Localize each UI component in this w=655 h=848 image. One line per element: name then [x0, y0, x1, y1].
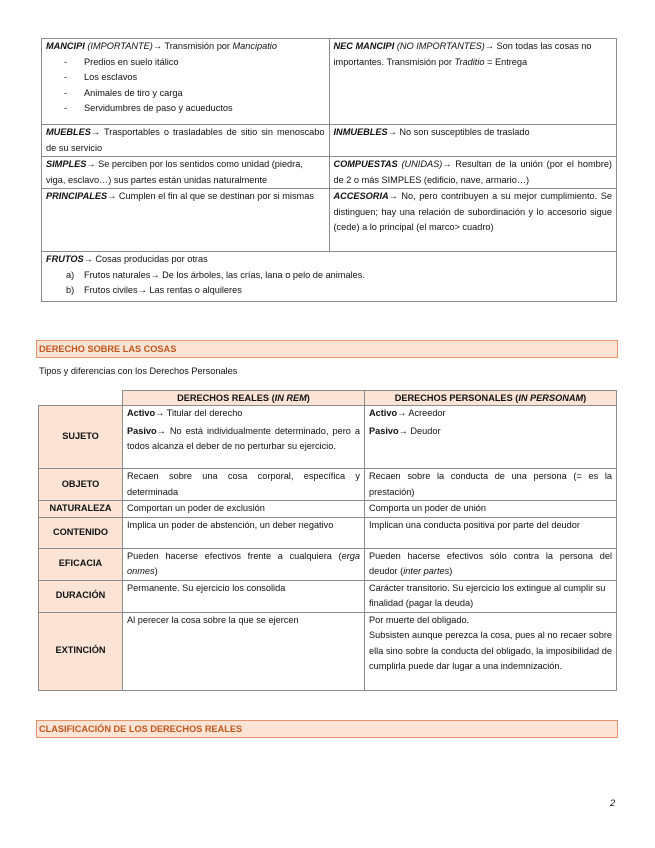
table-row — [39, 406, 617, 469]
accesoria-text: No, pero contribuyen a su mejor cumplimiento. Se distinguen; hay una relación de subordinación y lo accesorio sigue (cede) a lo principal (el marco> cuadro) — [333, 191, 612, 232]
list-item — [46, 283, 612, 299]
simples-term: SIMPLES — [46, 159, 87, 169]
header-reales-text: DERECHOS REALES ( — [177, 393, 275, 403]
table-row — [39, 517, 617, 548]
eficacia-personales — [365, 548, 617, 580]
objeto-reales: Recaen sobre una cosa corporal, específica y determinada — [123, 469, 365, 501]
nec-mancipi-text: Son todas las cosas no importantes. Transmisión por — [333, 41, 592, 67]
list-item: - Predios en suelo itálico — [46, 55, 325, 71]
list-item: - Animales de tiro y carga — [46, 86, 325, 102]
objeto-personales: Recaen sobre la conducta de una persona (= es la prestación) — [365, 469, 617, 501]
pasivo-text: No está individualmente determinado, pero a todos alcanza el deber de no perturbar su ejercicio. — [127, 425, 360, 451]
contenido-personales: Implican una conducta positiva por parte del deudor — [365, 517, 617, 548]
inmuebles-text: No son susceptibles de traslado — [396, 127, 530, 137]
list-item — [46, 268, 612, 284]
eficacia-reales — [123, 548, 365, 580]
arrow-icon: → — [388, 191, 398, 201]
mancipi-term: MANCIPI — [46, 41, 85, 51]
row-label-duracion: DURACIÓN — [39, 580, 123, 612]
activo-label: Activo→ — [127, 408, 165, 418]
nec-mancipi-term: NEC MANCIPI — [333, 41, 395, 51]
erga-omnes-term: erga onmes — [127, 550, 360, 576]
arrow-icon: → — [484, 41, 494, 51]
pasivo-text: Deudor — [407, 425, 441, 436]
section-heading-derecho-cosas: DERECHO SOBRE LAS COSAS — [36, 340, 618, 358]
table-row — [39, 580, 617, 612]
principales-term: PRINCIPALES — [46, 191, 108, 201]
eficacia-reales-text: Pueden hacerse efectivos frente a cualquiera ( — [127, 550, 342, 561]
frutos-list — [46, 268, 612, 299]
sujeto-reales — [123, 406, 365, 469]
arrow-icon: → — [107, 191, 117, 201]
accesoria-cell — [329, 189, 617, 252]
eficacia-personales-text: Pueden hacerse efectivos sólo contra la persona del deudor ( — [369, 550, 612, 576]
muebles-text: Trasportables o trasladables de sitio sin menoscabo de su servicio — [46, 127, 325, 153]
simples-text: Se perciben por los sentidos como unidad (piedra, viga, esclavo…) sus partes están unidas naturalmente — [46, 159, 303, 185]
compuestas-text: Resultan de la unión (por el hombre) de 2 o más SIMPLES (edificio, nave, armario…) — [333, 159, 612, 185]
header-reales-suffix: ) — [306, 393, 310, 403]
section-heading-clasificacion: CLASIFICACIÓN DE LOS DERECHOS REALES — [36, 720, 618, 738]
list-item-text: Frutos civiles→ Las rentas o alquileres — [84, 285, 242, 295]
nec-mancipi-text-after: = Entrega — [484, 56, 528, 67]
contenido-reales: Implica un poder de abstención, un deber negativo — [123, 517, 365, 548]
row-label-eficacia: EFICACIA — [39, 548, 123, 580]
extincion-personales-1: Por muerte del obligado. — [369, 614, 470, 625]
mancipi-cell — [42, 39, 330, 125]
table-row — [39, 548, 617, 580]
table-row — [39, 501, 617, 518]
row-label-extincion: EXTINCIÓN — [39, 612, 123, 690]
duracion-reales: Permanente. Su ejercicio los consolida — [123, 580, 365, 612]
row-label-objeto: OBJETO — [39, 469, 123, 501]
page-number: 2 — [610, 798, 616, 808]
compuestas-cell — [329, 157, 617, 189]
arrow-icon: → — [83, 254, 93, 264]
table-row — [39, 612, 617, 690]
arrow-icon: → — [90, 127, 101, 137]
extincion-personales-2: Subsisten aunque perezca la cosa, pues al no recaer sobre ella sino sobre la conducta del obligado, la imposibilidad de cumplirla puede dar lugar a una indemnización. — [369, 630, 612, 671]
list-item: - Servidumbres de paso y acueductos — [46, 101, 325, 117]
accesoria-term: ACCESORIA — [333, 191, 389, 201]
inter-partes-term: inter partes — [403, 566, 450, 576]
muebles-cell — [42, 125, 330, 157]
list-item: - Los esclavos — [46, 70, 325, 86]
frutos-text: Cosas producidas por otras — [92, 254, 208, 264]
header-personales-text: DERECHOS PERSONALES ( — [394, 393, 519, 403]
table-row — [39, 469, 617, 501]
inmuebles-cell — [329, 125, 617, 157]
pasivo-label: Pasivo→ — [369, 425, 408, 436]
mancipi-paren: (IMPORTANTE) — [87, 41, 153, 51]
row-label-sujeto: SUJETO — [39, 406, 123, 469]
frutos-term: FRUTOS — [46, 254, 84, 264]
rights-table — [38, 390, 617, 691]
row-label-naturaleza: NATURALEZA — [39, 501, 123, 518]
compuestas-term: COMPUESTAS — [333, 159, 398, 169]
eficacia-personales-close: ) — [449, 566, 453, 576]
pasivo-label: Pasivo→ — [127, 425, 166, 436]
header-reales-italic: IN REM — [274, 393, 307, 403]
header-reales — [123, 391, 365, 406]
header-personales-suffix: ) — [583, 393, 587, 403]
nec-mancipi-paren: (NO IMPORTANTES) — [396, 41, 485, 51]
arrow-icon: → — [442, 159, 452, 169]
traditio-term: Traditio — [454, 56, 485, 67]
corner-cell — [39, 391, 123, 406]
nec-mancipi-cell — [329, 39, 617, 125]
naturaleza-reales: Comportan un poder de exclusión — [123, 501, 365, 518]
simples-cell — [42, 157, 330, 189]
principales-text: Cumplen el fin al que se destinan por si mismas — [116, 191, 314, 201]
section-intro: Tipos y diferencias con los Derechos Personales — [39, 366, 238, 376]
arrow-icon: → — [387, 127, 397, 137]
list-marker: b) — [66, 285, 75, 295]
arrow-icon: → — [152, 41, 163, 51]
header-personales — [365, 391, 617, 406]
duracion-personales: Carácter transitorio. Su ejercicio los extingue al cumplir su finalidad (pagar la deuda) — [365, 580, 617, 612]
row-label-contenido: CONTENIDO — [39, 517, 123, 548]
activo-label: Activo→ — [369, 408, 407, 418]
mancipatio-term: Mancipatio — [232, 41, 277, 51]
list-item-text: Frutos naturales→ De los árboles, las crías, lana o pelo de animales. — [84, 269, 365, 280]
mancipi-list — [46, 55, 325, 117]
frutos-cell — [42, 252, 617, 302]
compuestas-paren: (UNIDAS) — [401, 159, 443, 169]
sujeto-personales — [365, 406, 617, 469]
list-marker: a) — [66, 269, 75, 280]
inmuebles-term: INMUEBLES — [333, 127, 388, 137]
extincion-reales: Al perecer la cosa sobre la que se ejercen — [123, 612, 365, 690]
eficacia-reales-close: ) — [154, 566, 158, 576]
activo-text: Titular del derecho — [164, 408, 243, 418]
classification-table — [41, 38, 617, 302]
muebles-term: MUEBLES — [46, 127, 91, 137]
header-personales-italic: IN PERSONAM — [518, 393, 584, 403]
principales-cell — [42, 189, 330, 252]
naturaleza-personales: Comporta un poder de unión — [365, 501, 617, 518]
extincion-personales — [365, 612, 617, 690]
activo-text: Acreedor — [406, 408, 446, 418]
arrow-icon: → — [86, 159, 96, 169]
mancipi-text: Transmisión por — [162, 41, 233, 51]
